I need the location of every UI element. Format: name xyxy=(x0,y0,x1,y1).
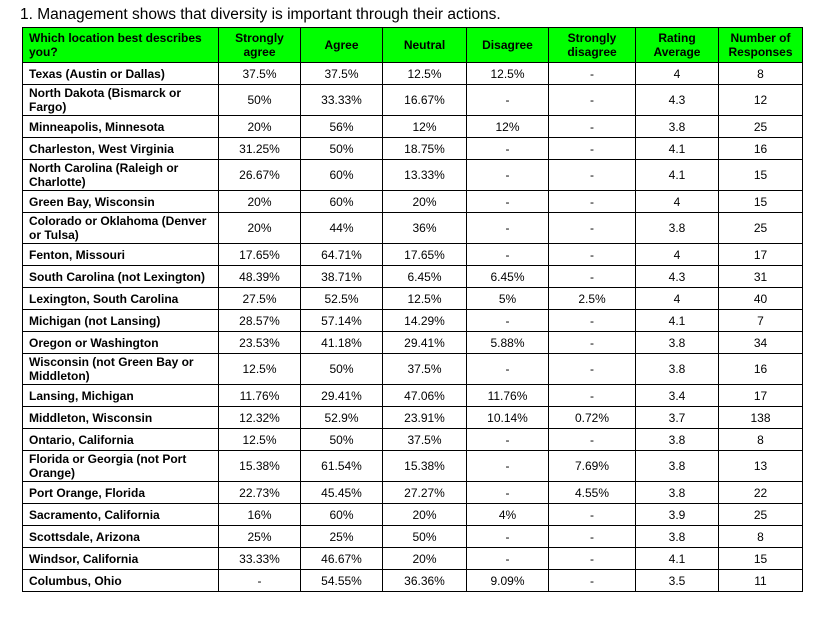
cell-rating-average: 4.1 xyxy=(636,160,719,191)
cell-responses: 15 xyxy=(719,160,803,191)
column-header-rating-average: Rating Average xyxy=(636,28,719,63)
cell-responses: 8 xyxy=(719,526,803,548)
cell-disagree: - xyxy=(467,482,549,504)
cell-strongly-disagree: - xyxy=(549,332,636,354)
cell-responses: 11 xyxy=(719,570,803,592)
table-row xyxy=(23,63,803,85)
cell-neutral: 13.33% xyxy=(383,160,467,191)
cell-agree: 46.67% xyxy=(301,548,383,570)
cell-strongly-disagree: - xyxy=(549,310,636,332)
cell-location: Oregon or Washington xyxy=(23,332,219,354)
cell-strongly-agree: 26.67% xyxy=(219,160,301,191)
table-row xyxy=(23,504,803,526)
cell-agree: 60% xyxy=(301,504,383,526)
cell-disagree: 6.45% xyxy=(467,266,549,288)
cell-strongly-agree: 50% xyxy=(219,85,301,116)
cell-rating-average: 3.8 xyxy=(636,526,719,548)
cell-strongly-disagree: - xyxy=(549,244,636,266)
cell-strongly-disagree: - xyxy=(549,138,636,160)
table-row xyxy=(23,354,803,385)
cell-location: Scottsdale, Arizona xyxy=(23,526,219,548)
cell-disagree: - xyxy=(467,138,549,160)
cell-location: Port Orange, Florida xyxy=(23,482,219,504)
cell-disagree: - xyxy=(467,85,549,116)
survey-results-table xyxy=(22,27,803,592)
cell-agree: 50% xyxy=(301,138,383,160)
cell-location: South Carolina (not Lexington) xyxy=(23,266,219,288)
cell-neutral: 20% xyxy=(383,548,467,570)
cell-disagree: - xyxy=(467,310,549,332)
cell-agree: 52.9% xyxy=(301,407,383,429)
cell-disagree: 11.76% xyxy=(467,385,549,407)
cell-strongly-agree: 12.32% xyxy=(219,407,301,429)
page-title: 1. Management shows that diversity is important through their actions. xyxy=(20,6,501,23)
table-body xyxy=(23,63,803,592)
cell-neutral: 12.5% xyxy=(383,288,467,310)
cell-strongly-agree: 20% xyxy=(219,213,301,244)
column-header-neutral: Neutral xyxy=(383,28,467,63)
cell-disagree: - xyxy=(467,451,549,482)
cell-responses: 15 xyxy=(719,191,803,213)
cell-disagree: 4% xyxy=(467,504,549,526)
cell-rating-average: 3.8 xyxy=(636,116,719,138)
cell-disagree: 5% xyxy=(467,288,549,310)
cell-location: Michigan (not Lansing) xyxy=(23,310,219,332)
cell-strongly-agree: 25% xyxy=(219,526,301,548)
cell-agree: 33.33% xyxy=(301,85,383,116)
cell-strongly-disagree: - xyxy=(549,116,636,138)
cell-strongly-disagree: - xyxy=(549,85,636,116)
table-row xyxy=(23,451,803,482)
table-row xyxy=(23,548,803,570)
cell-agree: 25% xyxy=(301,526,383,548)
cell-location: Lansing, Michigan xyxy=(23,385,219,407)
cell-strongly-agree: 11.76% xyxy=(219,385,301,407)
cell-neutral: 50% xyxy=(383,526,467,548)
cell-location: Middleton, Wisconsin xyxy=(23,407,219,429)
cell-neutral: 27.27% xyxy=(383,482,467,504)
cell-agree: 61.54% xyxy=(301,451,383,482)
cell-neutral: 15.38% xyxy=(383,451,467,482)
cell-disagree: 5.88% xyxy=(467,332,549,354)
cell-responses: 16 xyxy=(719,354,803,385)
cell-disagree: - xyxy=(467,213,549,244)
table-row xyxy=(23,526,803,548)
cell-neutral: 23.91% xyxy=(383,407,467,429)
cell-location: Colorado or Oklahoma (Denver or Tulsa) xyxy=(23,213,219,244)
cell-location: North Carolina (Raleigh or Charlotte) xyxy=(23,160,219,191)
cell-rating-average: 4.1 xyxy=(636,548,719,570)
cell-agree: 44% xyxy=(301,213,383,244)
cell-location: Sacramento, California xyxy=(23,504,219,526)
table-row xyxy=(23,570,803,592)
cell-agree: 56% xyxy=(301,116,383,138)
cell-rating-average: 4 xyxy=(636,244,719,266)
cell-responses: 13 xyxy=(719,451,803,482)
table-row xyxy=(23,407,803,429)
cell-location: Columbus, Ohio xyxy=(23,570,219,592)
cell-responses: 17 xyxy=(719,244,803,266)
cell-location: Fenton, Missouri xyxy=(23,244,219,266)
cell-responses: 15 xyxy=(719,548,803,570)
cell-location: Ontario, California xyxy=(23,429,219,451)
cell-strongly-disagree: 0.72% xyxy=(549,407,636,429)
cell-location: Wisconsin (not Green Bay or Middleton) xyxy=(23,354,219,385)
cell-strongly-agree: 37.5% xyxy=(219,63,301,85)
cell-strongly-agree: 48.39% xyxy=(219,266,301,288)
cell-disagree: 12% xyxy=(467,116,549,138)
cell-disagree: - xyxy=(467,191,549,213)
cell-responses: 40 xyxy=(719,288,803,310)
cell-rating-average: 4 xyxy=(636,288,719,310)
cell-strongly-disagree: - xyxy=(549,548,636,570)
cell-location: Lexington, South Carolina xyxy=(23,288,219,310)
cell-strongly-agree: 23.53% xyxy=(219,332,301,354)
cell-rating-average: 3.9 xyxy=(636,504,719,526)
cell-location: Texas (Austin or Dallas) xyxy=(23,63,219,85)
cell-disagree: - xyxy=(467,548,549,570)
cell-responses: 31 xyxy=(719,266,803,288)
cell-agree: 60% xyxy=(301,191,383,213)
cell-responses: 25 xyxy=(719,116,803,138)
table-row xyxy=(23,482,803,504)
cell-neutral: 37.5% xyxy=(383,429,467,451)
cell-neutral: 16.67% xyxy=(383,85,467,116)
cell-responses: 34 xyxy=(719,332,803,354)
table-row xyxy=(23,429,803,451)
cell-strongly-agree: 31.25% xyxy=(219,138,301,160)
cell-disagree: 12.5% xyxy=(467,63,549,85)
cell-agree: 38.71% xyxy=(301,266,383,288)
cell-agree: 45.45% xyxy=(301,482,383,504)
cell-location: North Dakota (Bismarck or Fargo) xyxy=(23,85,219,116)
cell-responses: 25 xyxy=(719,213,803,244)
cell-neutral: 37.5% xyxy=(383,354,467,385)
cell-strongly-disagree: - xyxy=(549,504,636,526)
cell-strongly-disagree: - xyxy=(549,63,636,85)
cell-responses: 138 xyxy=(719,407,803,429)
cell-agree: 57.14% xyxy=(301,310,383,332)
table-row xyxy=(23,385,803,407)
cell-strongly-disagree: - xyxy=(549,266,636,288)
cell-responses: 8 xyxy=(719,63,803,85)
cell-strongly-disagree: - xyxy=(549,354,636,385)
table-header-row xyxy=(23,28,803,63)
cell-location: Charleston, West Virginia xyxy=(23,138,219,160)
table-row xyxy=(23,85,803,116)
cell-strongly-disagree: 7.69% xyxy=(549,451,636,482)
cell-strongly-disagree: - xyxy=(549,191,636,213)
table-row xyxy=(23,160,803,191)
table-row xyxy=(23,310,803,332)
column-header-disagree: Disagree xyxy=(467,28,549,63)
cell-strongly-agree: 28.57% xyxy=(219,310,301,332)
cell-strongly-agree: 12.5% xyxy=(219,429,301,451)
cell-disagree: 9.09% xyxy=(467,570,549,592)
table-row xyxy=(23,138,803,160)
cell-neutral: 36% xyxy=(383,213,467,244)
cell-neutral: 18.75% xyxy=(383,138,467,160)
cell-responses: 22 xyxy=(719,482,803,504)
cell-agree: 60% xyxy=(301,160,383,191)
cell-agree: 64.71% xyxy=(301,244,383,266)
cell-agree: 52.5% xyxy=(301,288,383,310)
table-row xyxy=(23,266,803,288)
cell-responses: 12 xyxy=(719,85,803,116)
cell-neutral: 29.41% xyxy=(383,332,467,354)
table-row xyxy=(23,213,803,244)
cell-rating-average: 3.8 xyxy=(636,429,719,451)
cell-agree: 50% xyxy=(301,354,383,385)
cell-responses: 17 xyxy=(719,385,803,407)
table-row xyxy=(23,191,803,213)
cell-strongly-disagree: 2.5% xyxy=(549,288,636,310)
cell-strongly-agree: 33.33% xyxy=(219,548,301,570)
cell-strongly-agree: 22.73% xyxy=(219,482,301,504)
cell-rating-average: 4.1 xyxy=(636,310,719,332)
cell-neutral: 12% xyxy=(383,116,467,138)
cell-strongly-agree: 17.65% xyxy=(219,244,301,266)
cell-rating-average: 3.8 xyxy=(636,213,719,244)
table-row xyxy=(23,332,803,354)
column-header-location: Which location best describes you? xyxy=(23,28,219,63)
cell-neutral: 20% xyxy=(383,191,467,213)
column-header-agree: Agree xyxy=(301,28,383,63)
cell-disagree: - xyxy=(467,244,549,266)
cell-rating-average: 3.8 xyxy=(636,332,719,354)
cell-agree: 29.41% xyxy=(301,385,383,407)
cell-rating-average: 3.7 xyxy=(636,407,719,429)
cell-neutral: 12.5% xyxy=(383,63,467,85)
cell-disagree: - xyxy=(467,526,549,548)
column-header-strongly-disagree: Strongly disagree xyxy=(549,28,636,63)
cell-rating-average: 4 xyxy=(636,63,719,85)
cell-strongly-agree: 27.5% xyxy=(219,288,301,310)
table-row xyxy=(23,244,803,266)
cell-agree: 37.5% xyxy=(301,63,383,85)
cell-strongly-agree: 16% xyxy=(219,504,301,526)
cell-responses: 8 xyxy=(719,429,803,451)
cell-strongly-agree: 12.5% xyxy=(219,354,301,385)
cell-strongly-disagree: - xyxy=(549,429,636,451)
column-header-strongly-agree: Strongly agree xyxy=(219,28,301,63)
cell-location: Green Bay, Wisconsin xyxy=(23,191,219,213)
cell-rating-average: 4.3 xyxy=(636,266,719,288)
cell-rating-average: 3.5 xyxy=(636,570,719,592)
table-row xyxy=(23,288,803,310)
cell-strongly-disagree: 4.55% xyxy=(549,482,636,504)
cell-neutral: 6.45% xyxy=(383,266,467,288)
cell-agree: 41.18% xyxy=(301,332,383,354)
cell-disagree: - xyxy=(467,429,549,451)
cell-neutral: 47.06% xyxy=(383,385,467,407)
cell-rating-average: 3.4 xyxy=(636,385,719,407)
cell-neutral: 36.36% xyxy=(383,570,467,592)
cell-rating-average: 4.1 xyxy=(636,138,719,160)
cell-responses: 7 xyxy=(719,310,803,332)
cell-disagree: 10.14% xyxy=(467,407,549,429)
cell-neutral: 20% xyxy=(383,504,467,526)
cell-strongly-disagree: - xyxy=(549,213,636,244)
cell-responses: 25 xyxy=(719,504,803,526)
cell-strongly-disagree: - xyxy=(549,570,636,592)
cell-location: Florida or Georgia (not Port Orange) xyxy=(23,451,219,482)
cell-location: Minneapolis, Minnesota xyxy=(23,116,219,138)
cell-responses: 16 xyxy=(719,138,803,160)
cell-rating-average: 3.8 xyxy=(636,354,719,385)
cell-disagree: - xyxy=(467,160,549,191)
cell-strongly-disagree: - xyxy=(549,385,636,407)
cell-strongly-disagree: - xyxy=(549,160,636,191)
cell-rating-average: 4.3 xyxy=(636,85,719,116)
cell-strongly-agree: 15.38% xyxy=(219,451,301,482)
cell-strongly-agree: - xyxy=(219,570,301,592)
cell-rating-average: 3.8 xyxy=(636,451,719,482)
cell-strongly-disagree: - xyxy=(549,526,636,548)
table-row xyxy=(23,116,803,138)
cell-disagree: - xyxy=(467,354,549,385)
cell-agree: 50% xyxy=(301,429,383,451)
cell-strongly-agree: 20% xyxy=(219,116,301,138)
column-header-responses: Number of Responses xyxy=(719,28,803,63)
cell-neutral: 14.29% xyxy=(383,310,467,332)
cell-agree: 54.55% xyxy=(301,570,383,592)
cell-strongly-agree: 20% xyxy=(219,191,301,213)
cell-location: Windsor, California xyxy=(23,548,219,570)
cell-rating-average: 3.8 xyxy=(636,482,719,504)
cell-rating-average: 4 xyxy=(636,191,719,213)
cell-neutral: 17.65% xyxy=(383,244,467,266)
